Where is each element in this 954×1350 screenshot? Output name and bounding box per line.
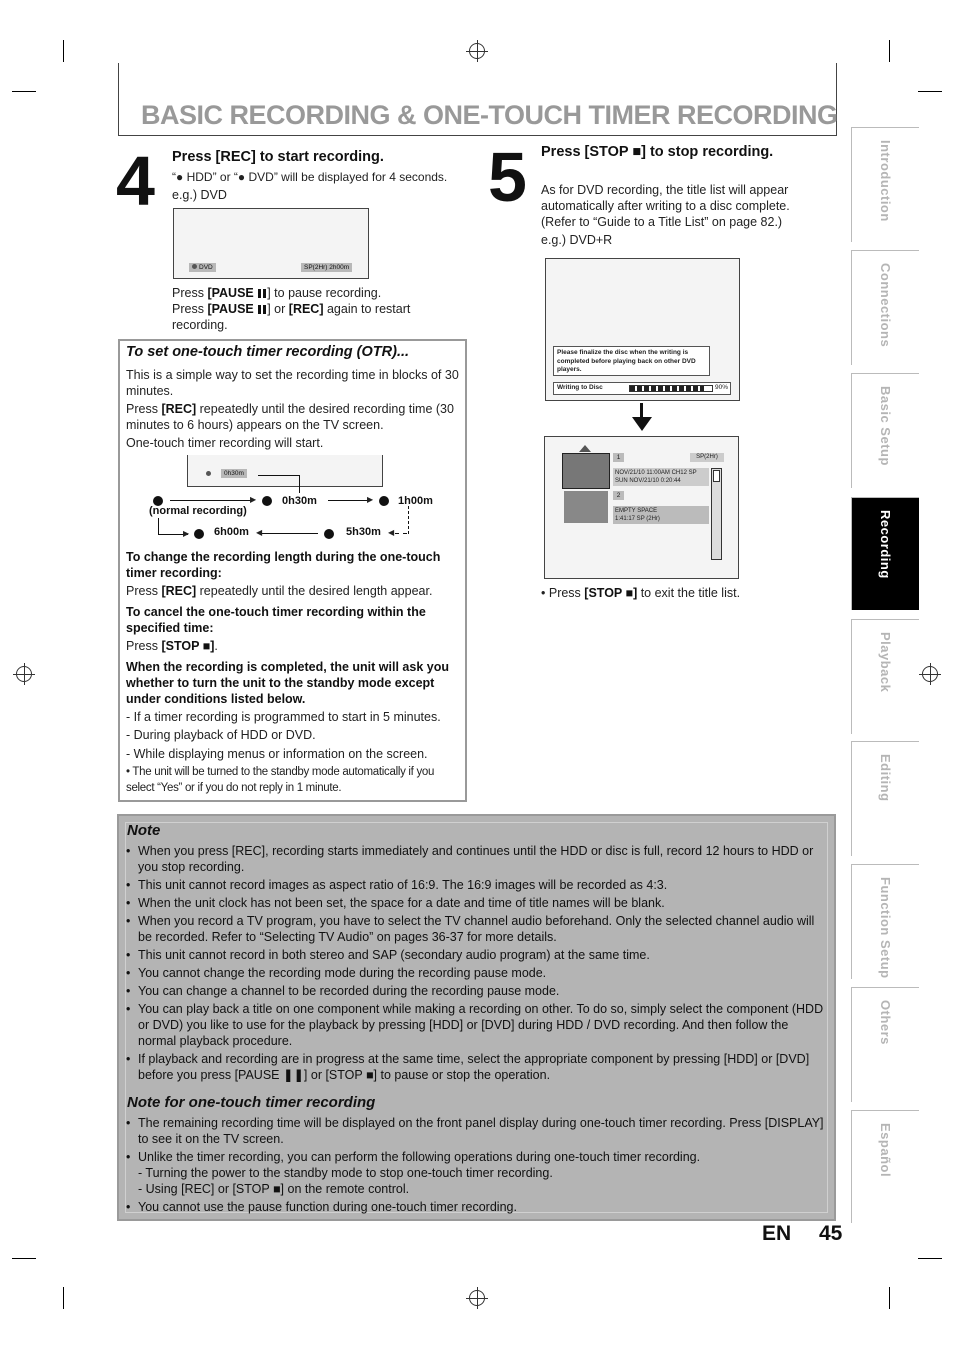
restart-instruction	[172, 301, 410, 317]
arrow-line	[403, 533, 407, 534]
tab-recording[interactable]	[851, 497, 919, 610]
scroll-up-icon[interactable]	[579, 445, 591, 452]
tab-label: Playback	[878, 632, 893, 693]
page-number: 45	[819, 1222, 843, 1245]
pause-icon	[258, 305, 261, 314]
crop-mark	[918, 91, 942, 92]
tv-screen-otr	[187, 455, 383, 487]
cancel-text	[126, 638, 218, 654]
registration-mark-icon	[469, 43, 485, 59]
condition-item: - If a timer recording is programmed to start in 5 minutes.	[126, 710, 441, 724]
state-dot	[324, 529, 334, 539]
tab-label: Recording	[878, 510, 893, 579]
scrollbar-thumb[interactable]	[713, 470, 720, 482]
note-item: • You cannot change the recording mode during the recording pause mode.	[125, 965, 825, 981]
step-heading: Press [STOP ■] to stop recording.	[541, 144, 774, 160]
text: again to restart	[323, 302, 411, 316]
pause-icon	[263, 305, 266, 314]
tab-espanol[interactable]	[851, 1110, 919, 1223]
text: ] to pause recording.	[267, 286, 382, 300]
state-0h30m: 0h30m	[282, 495, 317, 507]
arrow-line	[262, 533, 318, 534]
text: Press	[548, 586, 585, 600]
note-item: • When the unit clock has not been set, the space for a date and time of title names will be blank.	[125, 895, 825, 911]
key-label: [PAUSE	[207, 302, 254, 316]
arrow-line	[408, 506, 410, 534]
note-heading: Note	[127, 822, 161, 839]
title-list-mode: SP(2Hr)	[690, 453, 724, 462]
title-entry-line: EMPTY SPACE	[615, 508, 658, 514]
tv-screen-writing	[545, 258, 740, 401]
note-otr-heading: Note for one-touch timer recording	[127, 1094, 376, 1111]
crop-mark	[63, 40, 64, 62]
note-subitem: - Using [REC] or [STOP ■] on the remote control.	[138, 1182, 410, 1196]
tv-screen-title-list	[544, 436, 739, 579]
registration-mark-icon	[469, 1290, 485, 1306]
tab-label: Connections	[878, 263, 893, 348]
state-1h00m: 1h00m	[398, 495, 433, 507]
condition-item: - While displaying menus or information on the screen.	[126, 747, 428, 761]
pause-instruction	[172, 285, 381, 301]
otr-start: One-touch timer recording will start.	[126, 436, 324, 450]
arrow-line	[170, 500, 254, 501]
page-title: BASIC RECORDING & ONE-TOUCH TIMER RECORDING	[141, 100, 838, 130]
pause-icon	[263, 289, 266, 298]
note-item: • You can play back a title on one component while making a recording on other. To do so, simply select the component (HDD or DVD) you like to use for the playback by pressing [HDD] or [DVD] during HDD / DVD recording. And then follow the normal playback procedure.	[125, 1001, 825, 1049]
text: .	[214, 639, 218, 653]
step-text: automatically after writing to a disc complete.	[541, 199, 790, 213]
title-thumbnail[interactable]	[562, 453, 610, 489]
arrow-line	[395, 533, 399, 534]
finalize-message: Please finalize the disc when the writing is completed before playing back on other DVD players.	[553, 346, 710, 376]
exit-instruction: • Press [STOP ■] to exit the title list.	[541, 586, 741, 600]
rec-dot-icon	[206, 471, 211, 476]
tab-function-setup[interactable]	[851, 864, 919, 979]
tab-label: Español	[878, 1123, 893, 1178]
title-number: 2	[613, 491, 624, 500]
state-dot	[379, 496, 389, 506]
otr-press-rec	[126, 401, 462, 433]
state-6h00m: 6h00m	[214, 526, 249, 538]
condition-item: - During playback of HDD or DVD.	[126, 728, 316, 742]
note-otr-list	[125, 1115, 825, 1217]
state-5h30m: 5h30m	[346, 526, 381, 538]
rec-indicator	[189, 263, 216, 272]
text: repeatedly until the desired recording time (30 minutes to 6 hours) appears on the TV screen.	[126, 402, 454, 432]
note-item: • You can change a channel to be recorded during the recording pause mode.	[125, 983, 825, 999]
crop-mark	[12, 1258, 36, 1259]
tab-label: Function Setup	[878, 877, 893, 979]
progress-track	[629, 385, 713, 392]
title-entry[interactable]	[613, 506, 709, 524]
otr-time-indicator: 0h30m	[221, 469, 247, 478]
tab-basic-setup[interactable]	[851, 373, 919, 488]
cancel-heading: To cancel the one-touch timer recording within the specified time:	[126, 605, 426, 635]
note-subitem: - Turning the power to the standby mode to stop one-touch timer recording.	[138, 1166, 553, 1180]
text: Press	[126, 639, 162, 653]
pause-icon	[258, 289, 261, 298]
change-heading: To change the recording length during the one-touch timer recording:	[126, 550, 441, 580]
key-label: [PAUSE	[207, 286, 254, 300]
progress-percent: 90%	[715, 384, 729, 391]
crop-mark	[63, 1287, 64, 1309]
crop-mark	[889, 40, 890, 62]
arrow-head-icon: ▶	[183, 529, 190, 538]
example-label: e.g.) DVD+R	[541, 233, 613, 247]
tab-label: Others	[878, 1000, 893, 1045]
state-normal-recording: (normal recording)	[149, 505, 247, 517]
registration-mark-icon	[16, 666, 32, 682]
note-item: • The remaining recording time will be displayed on the front panel display during one-touch timer recording. Press [DISPLAY] to see it on the TV screen.	[125, 1115, 825, 1147]
note-item: • Unlike the timer recording, you can perform the following operations during one-touch timer recording.	[125, 1149, 825, 1165]
crop-mark	[918, 1258, 942, 1259]
example-label: e.g.) DVD	[172, 188, 227, 202]
note-item: • This unit cannot record images as aspect ratio of 16:9. The 16:9 images will be recorded as 4:3.	[125, 877, 825, 893]
step-heading: Press [REC] to start recording.	[172, 149, 384, 165]
step-text: “● HDD” or “● DVD” will be displayed for 4 seconds.	[172, 170, 448, 184]
step-text: (Refer to “Guide to a Title List” on page 82.)	[541, 215, 783, 229]
note-item: • When you record a TV program, you have to select the TV channel audio beforehand. Only the selected channel audio will be recorded. Refer to “Selecting TV Audio” on pages 36-37 for more details.	[125, 913, 825, 945]
crop-mark	[12, 91, 36, 92]
otr-heading: To set one-touch timer recording (OTR)...	[126, 344, 410, 360]
crop-mark	[889, 1287, 890, 1309]
arrow-head-icon: ◀	[256, 528, 263, 537]
language-label: EN	[762, 1222, 792, 1245]
complete-heading: When the recording is completed, the unit will ask you whether to turn the unit to the standby mode except under conditions listed below.	[126, 660, 449, 706]
tab-introduction[interactable]	[851, 127, 919, 242]
tab-editing[interactable]	[851, 741, 919, 856]
tv-screen-dvd	[173, 208, 369, 279]
arrow-line	[158, 518, 159, 534]
down-arrow-head-icon	[632, 417, 652, 431]
tab-others[interactable]	[851, 987, 919, 1102]
text: Press	[172, 302, 208, 316]
rec-mode-label: SP(2Hr)	[304, 264, 328, 271]
tab-playback[interactable]	[851, 619, 919, 734]
state-dot	[194, 529, 204, 539]
rec-time-label: 2h00m	[329, 264, 350, 271]
key-label: [STOP ■]	[584, 586, 638, 600]
note-item: • When you press [REC], recording starts immediately and continues until the HDD or disc is full, record 12 hours to HDD or you stop recording.	[125, 843, 825, 875]
key-label: [REC]	[288, 302, 324, 316]
text: repeatedly until the desired length appear.	[196, 584, 433, 598]
title-entry[interactable]	[613, 468, 709, 486]
registration-mark-icon	[922, 666, 938, 682]
step-number: 5	[488, 138, 527, 216]
key-label: [STOP ■]	[161, 639, 215, 653]
title-thumbnail[interactable]	[564, 491, 608, 523]
writing-label: Writing to Disc	[557, 384, 603, 391]
progress-fill	[630, 386, 704, 391]
connector-line	[258, 475, 300, 476]
note-item: • If playback and recording are in progress at the same time, select the appropriate component by pressing [HDD] or [DVD] before you press [PAUSE ❚❚] or [STOP ■] to pause or stop the operation.	[125, 1051, 825, 1083]
writing-status-bar	[553, 382, 731, 395]
arrow-head-icon: ▶	[250, 495, 257, 504]
otr-intro: This is a simple way to set the recording time in blocks of 30 minutes.	[126, 368, 459, 398]
change-text	[126, 583, 432, 599]
text: to exit the title list.	[637, 586, 741, 600]
step-number: 4	[116, 142, 155, 220]
title-entry-line: NOV/21/10 11:00AM CH12 SP	[615, 470, 697, 476]
state-dot	[262, 496, 272, 506]
text: Press	[172, 286, 208, 300]
rec-indicator-label: DVD	[199, 264, 213, 271]
tab-label: Editing	[878, 754, 893, 802]
standby-note: • The unit will be turned to the standby mode automatically if you select “Yes” or if you do not reply in 1 minute.	[126, 766, 435, 794]
step-text: As for DVD recording, the title list will appear	[541, 183, 789, 197]
key-label: [REC]	[161, 584, 197, 598]
title-entry-line: SUN NOV/21/10 0:20:44	[615, 478, 681, 484]
restart-instruction-cont: recording.	[172, 318, 228, 332]
note-item: • You cannot use the pause function during one-touch timer recording.	[125, 1199, 825, 1215]
key-label: [REC]	[161, 402, 197, 416]
scrollbar[interactable]	[711, 468, 722, 560]
tab-connections[interactable]	[851, 250, 919, 365]
tab-label: Basic Setup	[878, 386, 893, 466]
text: Press	[126, 402, 162, 416]
arrow-head-icon: ▶	[367, 495, 374, 504]
title-number: 1	[613, 453, 624, 462]
connector-line	[299, 475, 300, 493]
tab-label: Introduction	[878, 140, 893, 222]
note-list	[125, 843, 825, 1085]
rec-mode-indicator	[301, 263, 352, 272]
title-entry-line: 1:41:17 SP (2Hr)	[615, 516, 660, 522]
text: ] or	[267, 302, 289, 316]
arrow-head-icon: ◀	[388, 528, 395, 537]
note-item: • This unit cannot record in both stereo and SAP (secondary audio program) at the same time.	[125, 947, 825, 963]
arrow-line	[328, 500, 370, 501]
text: Press	[126, 584, 162, 598]
